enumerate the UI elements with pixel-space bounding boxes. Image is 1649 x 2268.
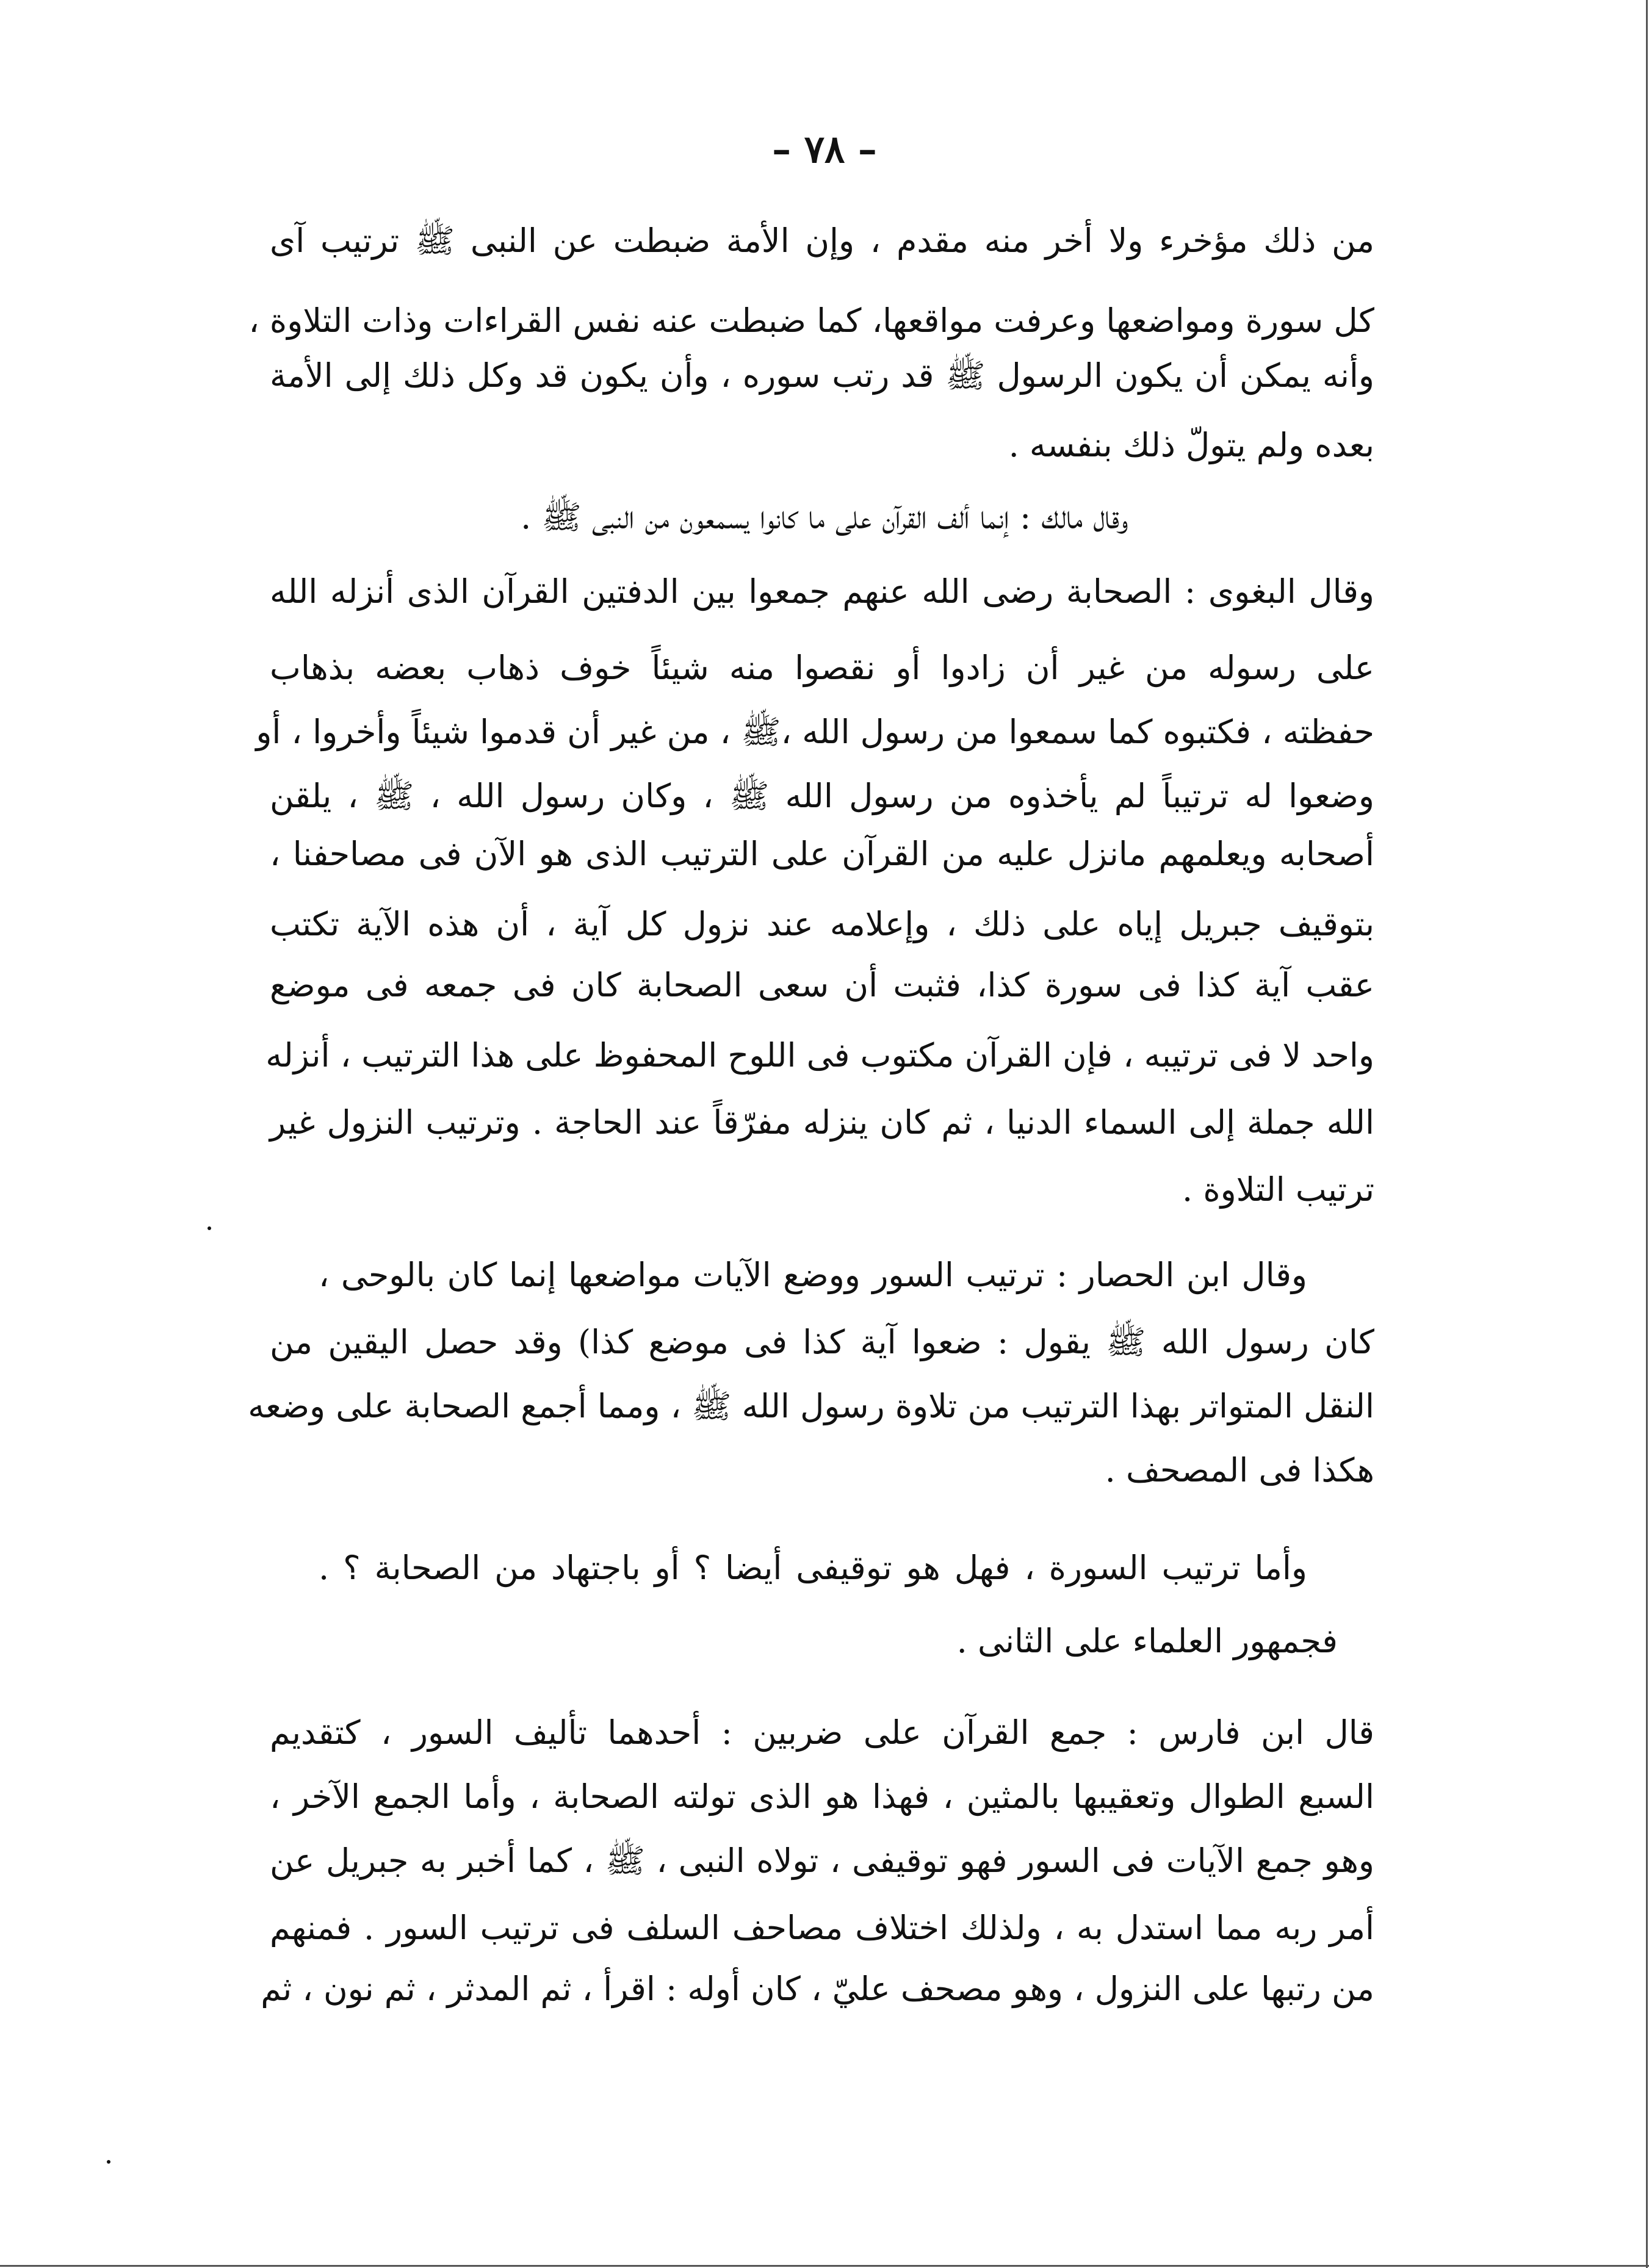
- text-line: وقال البغوى : الصحابة رضى الله عنهم جمعوا بين الدفتين القرآن الذى أنزله الله: [270, 572, 1374, 611]
- text-line: وقال مالك : إنما ألف القرآن على ما كانوا يسمعون من النبى ﷺ .: [521, 498, 1128, 536]
- text-line: بتوقيف جبريل إياه على ذلك ، وإعلامه عند نزول كل آية ، أن هذه الآية تكتب: [270, 905, 1374, 943]
- text-line: وهو جمع الآيات فى السور فهو توقيفى ، تولاه النبى ، ﷺ ، كما أخبر به جبريل عن: [270, 1841, 1374, 1880]
- scan-speck: [207, 1226, 211, 1230]
- text-line: وأنه يمكن أن يكون الرسول ﷺ قد رتب سوره ، وأن يكون قد وكل ذلك إلى الأمة: [270, 356, 1374, 395]
- text-line: كان رسول الله ﷺ يقول : ضعوا آية كذا فى موضع كذا) وقد حصل اليقين من: [270, 1323, 1374, 1361]
- text-line: وضعوا له ترتيباً لم يأخذوه من رسول الله ﷺ ، وكان رسول الله ، ﷺ ، يلقن: [270, 777, 1374, 815]
- scan-border-right: [1646, 0, 1648, 2268]
- text-line: واحد لا فى ترتيبه ، فإن القرآن مكتوب فى اللوح المحفوظ على هذا الترتيب ، أنزله: [265, 1036, 1374, 1075]
- text-line: ترتيب التلاوة .: [1182, 1170, 1374, 1209]
- text-line: هكذا فى المصحف .: [1105, 1451, 1374, 1489]
- text-line: عقب آية كذا فى سورة كذا، فثبت أن سعى الصحابة كان فى جمعه فى موضع: [270, 966, 1374, 1004]
- scan-speck: [107, 2160, 110, 2164]
- scan-border-bottom: [0, 2265, 1649, 2267]
- page-number: – ٧٨ –: [772, 127, 877, 171]
- text-line: أمر ربه مما استدل به ، ولذلك اختلاف مصاحف السلف فى ترتيب السور . فمنهم: [270, 1909, 1374, 1947]
- text-line: الله جملة إلى السماء الدنيا ، ثم كان ينزله مفرّقاً عند الحاجة . وترتيب النزول غير: [270, 1103, 1374, 1142]
- text-line: السبع الطوال وتعقيبها بالمثين ، فهذا هو الذى تولته الصحابة ، وأما الجمع الآخر ،: [270, 1777, 1374, 1816]
- text-line: وقال ابن الحصار : ترتيب السور ووضع الآيات مواضعها إنما كان بالوحى ،: [319, 1256, 1307, 1294]
- text-line: حفظته ، فكتبوه كما سمعوا من رسول الله ،ﷺ ، من غير أن قدموا شيئاً وأخروا ، أو: [256, 713, 1374, 751]
- text-line: من رتبها على النزول ، وهو مصحف عليّ ، كان أوله : اقرأ ، ثم المدثر ، ثم نون ، ثم: [261, 1970, 1374, 2008]
- text-line: على رسوله من غير أن زادوا أو نقصوا منه شيئاً خوف ذهاب بعضه بذهاب: [270, 649, 1374, 687]
- text-line: فجمهور العلماء على الثانى .: [956, 1622, 1338, 1660]
- text-line: من ذلك مؤخرء ولا أخر منه مقدم ، وإن الأمة ضبطت عن النبى ﷺ ترتيب آى: [270, 221, 1374, 260]
- text-line: قال ابن فارس : جمع القرآن على ضربين : أحدهما تأليف السور ، كتقديم: [270, 1713, 1374, 1752]
- text-line: بعده ولم يتولّ ذلك بنفسه .: [1008, 426, 1374, 464]
- text-line: وأما ترتيب السورة ، فهل هو توقيفى أيضا ؟ أو باجتهاد من الصحابة ؟ .: [319, 1549, 1307, 1587]
- text-line: كل سورة ومواضعها وعرفت مواقعها، كما ضبطت عنه نفس القراءات وذات التلاوة ،: [248, 301, 1374, 340]
- text-line: النقل المتواتر بهذا الترتيب من تلاوة رسول الله ﷺ ، ومما أجمع الصحابة على وضعه: [248, 1387, 1374, 1425]
- text-line: أصحابه ويعلمهم مانزل عليه من القرآن على الترتيب الذى هو الآن فى مصاحفنا ،: [270, 835, 1374, 873]
